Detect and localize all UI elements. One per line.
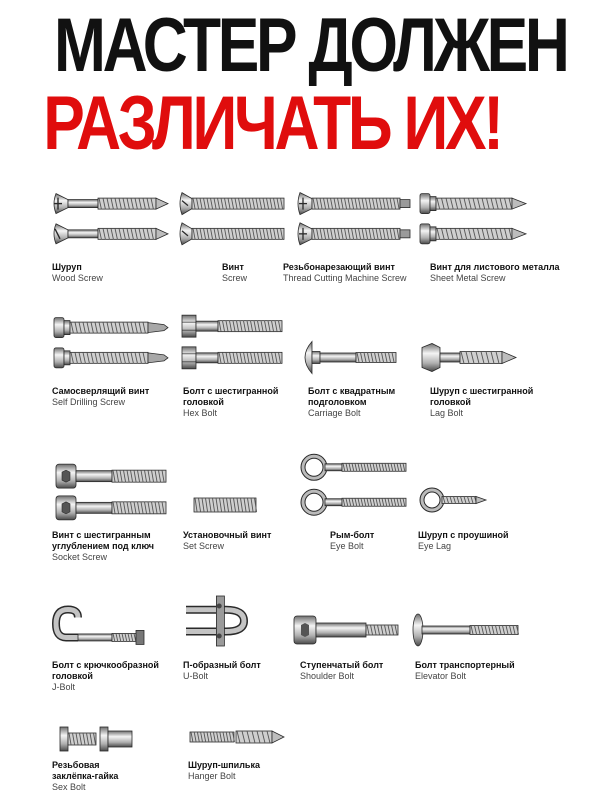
label-ru-line: Ступенчатый болт	[300, 660, 384, 670]
fastener-label	[430, 262, 560, 284]
label-en: Sheet Metal Screw	[430, 273, 506, 283]
eye-lag-icon	[418, 480, 488, 520]
label-ru-line: Болт транспортерный	[415, 660, 515, 670]
label-ru-line: головкой	[52, 671, 93, 681]
fastener-label	[183, 660, 261, 682]
label-en: Carriage Bolt	[308, 408, 361, 418]
label-en: Thread Cutting Machine Screw	[283, 273, 407, 283]
label-ru-line: Винт для листового металла	[430, 262, 560, 272]
headline-line-1: МАСТЕР ДОЛЖЕН	[54, 3, 567, 88]
label-en: Lag Bolt	[430, 408, 464, 418]
label-ru-line: Шуруп-шпилька	[188, 760, 260, 770]
fastener-label	[52, 386, 149, 408]
label-en: J-Bolt	[52, 682, 76, 692]
label-ru-line: подголовком	[308, 397, 367, 407]
thread-cutting-screw-icon	[296, 182, 414, 254]
label-ru-line: П-образный болт	[183, 660, 261, 670]
label-ru-line: Установочный винт	[183, 530, 272, 540]
label-en: Set Screw	[183, 541, 225, 551]
hex-bolt-icon	[178, 306, 288, 378]
headline-line-2: РАЗЛИЧАТЬ ИХ!	[43, 81, 501, 166]
label-ru-line: головкой	[183, 397, 224, 407]
label-en: Self Drilling Screw	[52, 397, 126, 407]
label-ru-line: Болт с крючкообразной	[52, 660, 159, 670]
fastener-label	[52, 530, 154, 563]
fastener-label	[300, 660, 383, 682]
label-en: Screw	[222, 273, 248, 283]
label-en: Eye Bolt	[330, 541, 364, 551]
label-en: Shoulder Bolt	[300, 671, 355, 681]
label-ru-line: Рым-болт	[330, 530, 375, 540]
elevator-bolt-icon	[410, 608, 522, 652]
fastener-label	[52, 262, 103, 284]
eye-bolt-icon	[298, 446, 410, 522]
label-ru-line: Болт с шестигранной	[183, 386, 279, 396]
label-ru-line: Шуруп с шестигранной	[430, 386, 534, 396]
j-bolt-icon	[52, 600, 152, 652]
label-en: Socket Screw	[52, 552, 108, 562]
fastener-label	[415, 660, 515, 682]
label-ru-line: Резьбонарезающий винт	[283, 262, 395, 272]
label-en: Sex Bolt	[52, 782, 86, 792]
label-ru-line: Винт	[222, 262, 244, 272]
fastener-label	[183, 386, 278, 419]
label-en: Elevator Bolt	[415, 671, 467, 681]
machine-screw-icon	[178, 182, 288, 254]
wood-screw-icon	[52, 182, 170, 254]
label-ru-line: Резьбовая	[52, 760, 100, 770]
label-ru-line: головкой	[430, 397, 471, 407]
label-en: Hanger Bolt	[188, 771, 236, 781]
fastener-label	[430, 386, 533, 419]
fastener-label	[330, 530, 374, 552]
label-ru-line: Шуруп	[52, 262, 82, 272]
fastener-label	[52, 660, 159, 693]
fastener-label	[283, 262, 407, 284]
label-ru-line: Шуруп с проушиной	[418, 530, 509, 540]
sheet-metal-screw-icon	[418, 182, 528, 254]
fastener-label	[52, 760, 118, 793]
self-drilling-screw-icon	[52, 306, 170, 378]
label-en: Wood Screw	[52, 273, 103, 283]
u-bolt-icon	[180, 588, 250, 654]
fastener-label	[188, 760, 260, 782]
hanger-bolt-icon	[186, 724, 286, 750]
label-ru-line: Болт с квадратным	[308, 386, 396, 396]
fastener-label	[308, 386, 395, 419]
label-ru-line: углублением под ключ	[52, 541, 155, 551]
lag-bolt-icon	[418, 330, 518, 380]
carriage-bolt-icon	[300, 330, 400, 380]
label-ru-line: Винт с шестигранным	[52, 530, 151, 540]
label-ru-line: заклёпка-гайка	[52, 771, 119, 781]
shoulder-bolt-icon	[290, 608, 402, 652]
label-ru-line: Самосверлящий винт	[52, 386, 150, 396]
label-en: U-Bolt	[183, 671, 209, 681]
sex-bolt-icon	[56, 722, 140, 756]
label-en: Eye Lag	[418, 541, 452, 551]
fastener-label	[222, 262, 247, 284]
set-screw-icon	[190, 490, 260, 520]
fastener-label	[418, 530, 509, 552]
socket-screw-icon	[52, 456, 170, 528]
fastener-label	[183, 530, 271, 552]
label-en: Hex Bolt	[183, 408, 218, 418]
